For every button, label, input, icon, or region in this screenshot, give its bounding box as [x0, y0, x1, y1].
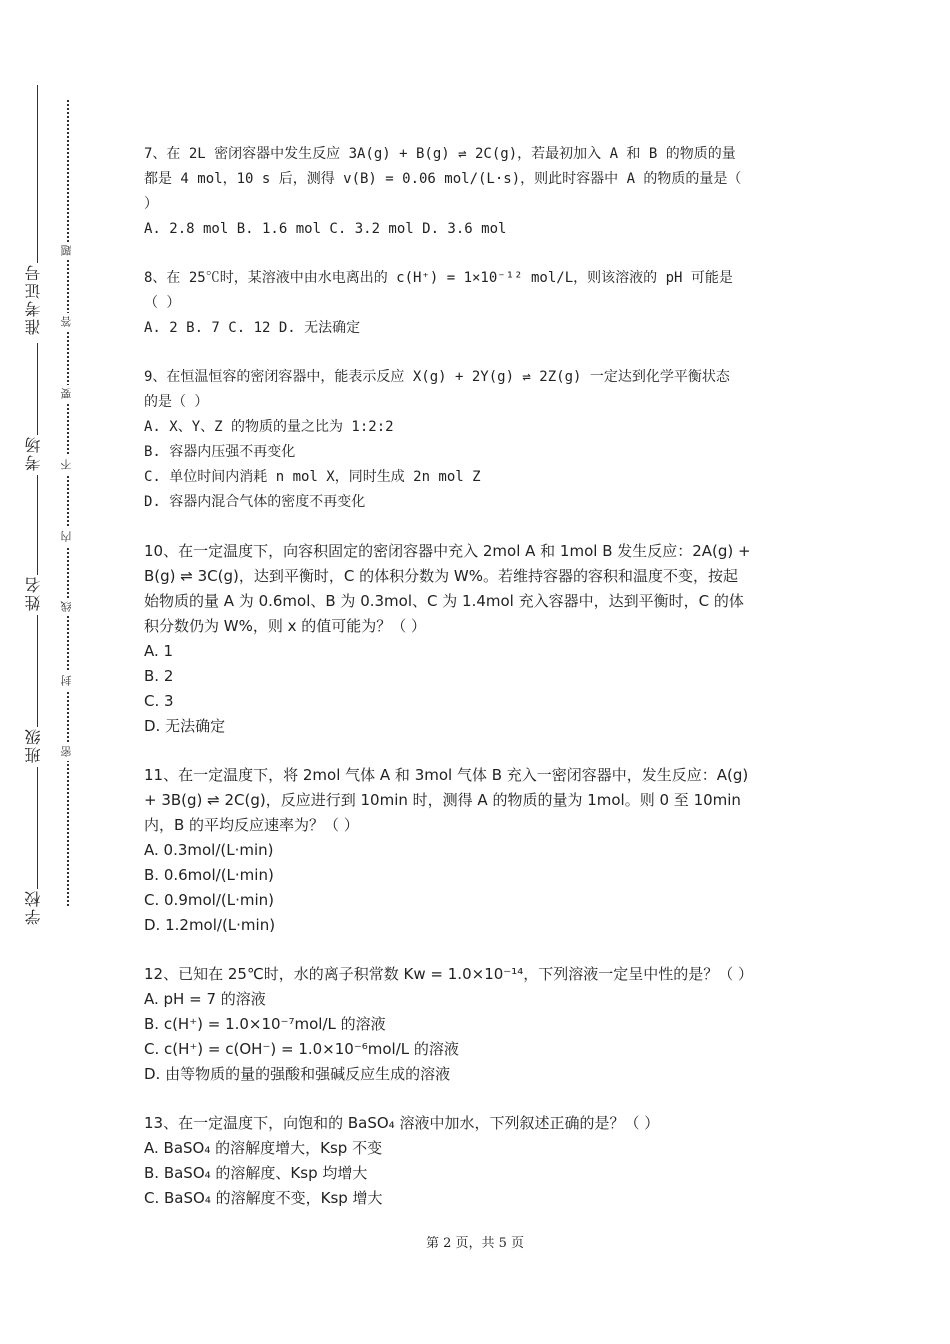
name-label: 姓名: [24, 575, 43, 611]
options-line: A. 2.8 mol B. 1.6 mol C. 3.2 mol D. 3.6 mol: [144, 221, 507, 237]
question-line: 11、在一定温度下，将 2mol 气体 A 和 3mol 气体 B 充入一密闭容器中，发生反应：A(g): [144, 766, 749, 784]
question-line: ）: [144, 196, 158, 212]
school-label: 学校: [24, 889, 43, 925]
exam-number-line: [37, 85, 38, 263]
option-d: D. 无法确定: [144, 717, 226, 735]
question-12: [144, 962, 809, 1087]
question-line: （ ）: [144, 295, 181, 311]
question-line: 始物质的量 A 为 0.6mol、B 为 0.3mol、C 为 1.4mol 充入容器中，达到平衡时，C 的体: [144, 592, 744, 610]
exam-room-line: [37, 343, 38, 435]
option-d: D. 由等物质的量的强酸和强碱反应生成的溶液: [144, 1065, 451, 1083]
option-c: C. BaSO₄ 的溶解度不变，Ksp 增大: [144, 1189, 383, 1207]
question-line: + 3B(g) ⇌ 2C(g)，反应进行到 10min 时，测得 A 的物质的量为 1mol。则 0 至 10min: [144, 791, 741, 809]
option-d: D. 1.2mol/(L·min): [144, 916, 276, 934]
question-line: B(g) ⇌ 3C(g)，达到平衡时，C 的体积分数为 W%。若维持容器的容积和温度不变，按起: [144, 567, 738, 585]
question-line: 8、在 25℃时，某溶液中由水电离出的 c(H⁺) = 1×10⁻¹² mol/L，则该溶液的 pH 可能是: [144, 270, 733, 286]
exam-room-label: 考场: [24, 435, 43, 471]
class-label: 班级: [24, 727, 43, 763]
option-a: A. pH = 7 的溶液: [144, 990, 266, 1008]
question-10: [144, 539, 809, 739]
seal-char-6: 线: [59, 598, 75, 616]
question-content: [144, 142, 809, 1235]
question-13: [144, 1111, 809, 1211]
question-line: 13、在一定温度下，向饱和的 BaSO₄ 溶液中加水，下列叙述正确的是？（ ）: [144, 1114, 660, 1132]
question-9: [144, 365, 809, 515]
school-line: [37, 767, 38, 889]
option-b: B. 0.6mol/(L·min): [144, 866, 274, 884]
option-d: D. 容器内混合气体的密度不再变化: [144, 494, 366, 510]
question-line: 12、已知在 25℃时，水的离子积常数 Kw = 1.0×10⁻¹⁴，下列溶液一定呈中性的是？（ ）: [144, 965, 753, 983]
question-line: 内，B 的平均反应速率为？（ ）: [144, 816, 359, 834]
option-a: A. 0.3mol/(L·min): [144, 841, 274, 859]
seal-dotted-line: [67, 100, 69, 906]
question-line: 的是（ ）: [144, 394, 209, 410]
option-b: B. 容器内压强不再变化: [144, 444, 296, 460]
option-a: A. 1: [144, 642, 174, 660]
question-line: 10、在一定温度下，向容积固定的密闭容器中充入 2mol A 和 1mol B 发生反应：2A(g) +: [144, 542, 751, 560]
option-b: B. BaSO₄ 的溶解度、Ksp 均增大: [144, 1164, 368, 1182]
question-line: 都是 4 mol，10 s 后，测得 v(B) = 0.06 mol/(L·s)，则此时容器中 A 的物质的量是（: [144, 171, 742, 187]
class-line: [37, 615, 38, 727]
question-line: 9、在恒温恒容的密闭容器中，能表示反应 X(g) + 2Y(g) ⇌ 2Z(g) 一定达到化学平衡状态: [144, 369, 730, 385]
seal-char-7: 封: [59, 672, 75, 690]
option-a: A. X、Y、Z 的物质的量之比为 1:2:2: [144, 419, 394, 435]
question-7: [144, 142, 809, 242]
question-line: 7、在 2L 密闭容器中发生反应 3A(g) + B(g) ⇌ 2C(g)，若最初加入 A 和 B 的物质的量: [144, 146, 736, 162]
question-8: [144, 266, 809, 341]
page-number-footer: 第 2 页，共 5 页: [425, 1236, 525, 1251]
exam-number-label: 准考证号: [24, 263, 43, 335]
seal-char-4: 不: [59, 456, 75, 474]
seal-char-2: 答: [59, 313, 75, 331]
option-a: A. BaSO₄ 的溶解度增大，Ksp 不变: [144, 1139, 383, 1157]
question-11: [144, 763, 809, 938]
option-b: B. 2: [144, 667, 174, 685]
seal-char-5: 内: [59, 528, 75, 546]
seal-char-1: 题: [59, 242, 75, 260]
options-line: A. 2 B. 7 C. 12 D. 无法确定: [144, 320, 361, 336]
question-line: 积分数仍为 W%，则 x 的值可能为？（ ）: [144, 617, 427, 635]
name-line: [37, 475, 38, 575]
seal-char-8: 密: [59, 743, 75, 761]
option-c: C. 3: [144, 692, 174, 710]
option-b: B. c(H⁺) = 1.0×10⁻⁷mol/L 的溶液: [144, 1015, 386, 1033]
option-c: C. c(H⁺) = c(OH⁻) = 1.0×10⁻⁶mol/L 的溶液: [144, 1040, 459, 1058]
binding-margin: [0, 0, 120, 1344]
seal-char-3: 要: [59, 385, 75, 403]
option-c: C. 0.9mol/(L·min): [144, 891, 274, 909]
option-c: C. 单位时间内消耗 n mol X，同时生成 2n mol Z: [144, 469, 481, 485]
